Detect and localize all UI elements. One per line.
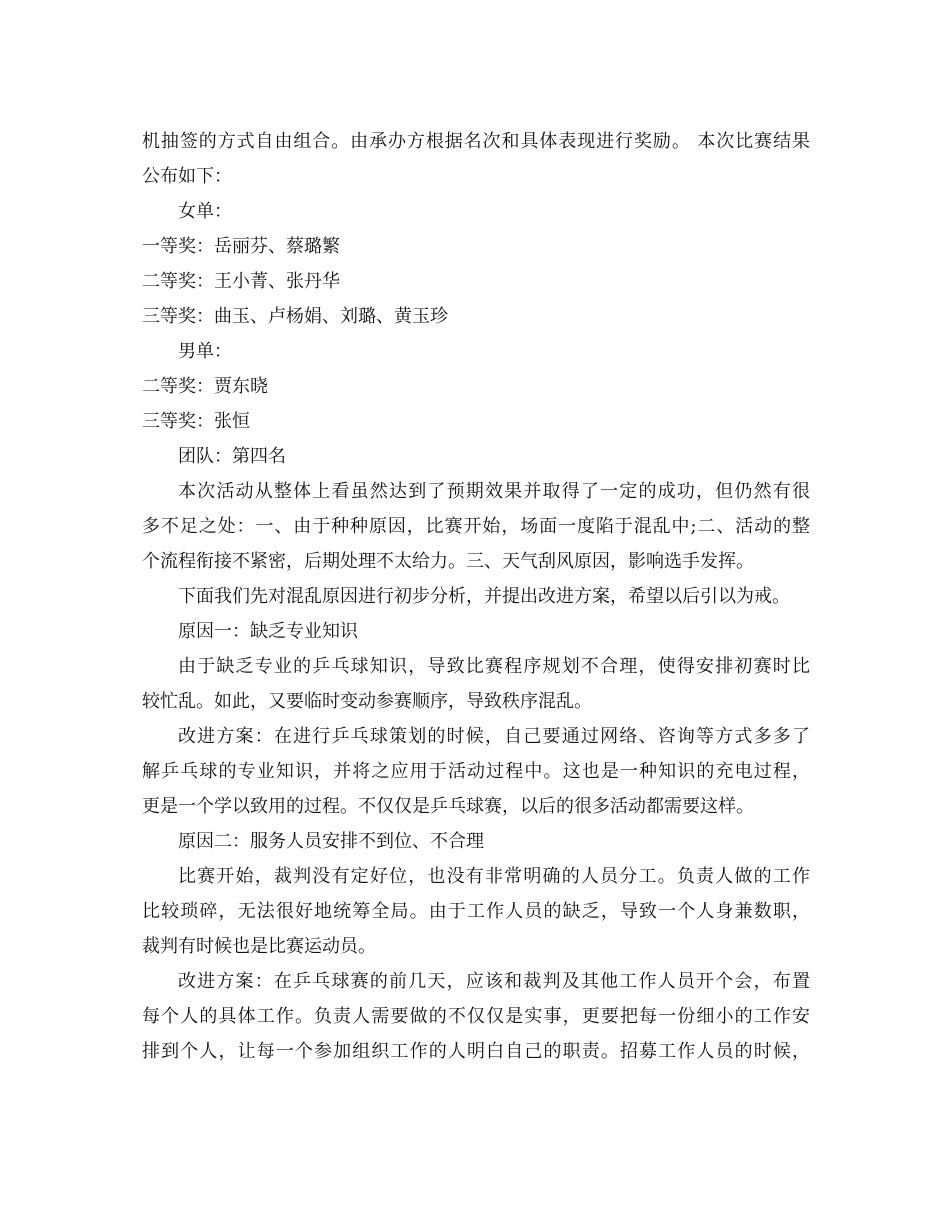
text-line: 一等奖：岳丽芬、蔡璐繁 [142,236,340,257]
text-line: 每个人的具体工作。负责人需要做的不仅仅是实事，更要把每一份细小的工作安 [142,1006,810,1027]
text-line: 比赛开始，裁判没有定好位，也没有非常明确的人员分工。负责人做的工作 [178,866,810,887]
text-line: 下面我们先对混乱原因进行初步分析，并提出改进方案，希望以后引以为戒。 [178,586,790,607]
text-line: 改进方案：在乒乓球赛的前几天，应该和裁判及其他工作人员开个会，布置 [178,971,810,992]
text-line: 比较琐碎，无法很好地统筹全局。由于工作人员的缺乏，导致一个人身兼数职， [142,901,810,922]
text-line: 原因二：服务人员安排不到位、不合理 [178,831,484,852]
text-line: 解乒乓球的专业知识，并将之应用于活动过程中。这也是一种知识的充电过程， [142,761,810,782]
text-line: 多不足之处：一、由于种种原因，比赛开始，场面一度陷于混乱中;二、活动的整 [142,516,810,537]
text-line: 本次活动从整体上看虽然达到了预期效果并取得了一定的成功，但仍然有很 [178,481,810,502]
text-line: 二等奖：王小菁、张丹华 [142,271,340,292]
text-line: 由于缺乏专业的乒乓球知识，导致比赛程序规划不合理，使得安排初赛时比 [178,656,810,677]
document-body [142,124,810,1069]
text-line: 男单： [178,341,232,362]
text-line: 团队：第四名 [178,446,286,467]
text-line: 公布如下： [142,166,232,187]
text-line: 更是一个学以致用的过程。不仅仅是乒乓球赛，以后的很多活动都需要这样。 [142,796,754,817]
text-line: 二等奖：贾东晓 [142,376,268,397]
text-line: 改进方案：在进行乒乓球策划的时候，自己要通过网络、咨询等方式多多了 [178,726,810,747]
text-line: 女单： [178,201,232,222]
text-line: 较忙乱。如此，又要临时变动参赛顺序，导致秩序混乱。 [142,691,592,712]
text-line: 三等奖：张恒 [142,411,250,432]
text-line: 排到个人，让每一个参加组织工作的人明白自己的职责。招募工作人员的时候， [142,1041,810,1062]
text-line: 三等奖：曲玉、卢杨娟、刘璐、黄玉珍 [142,306,448,327]
text-line: 个流程衔接不紧密，后期处理不太给力。三、天气刮风原因，影响选手发挥。 [142,551,754,572]
text-line: 机抽签的方式自由组合。由承办方根据名次和具体表现进行奖励。 本次比赛结果 [142,131,810,152]
text-line: 裁判有时候也是比赛运动员。 [142,936,376,957]
text-line: 原因一：缺乏专业知识 [178,621,358,642]
